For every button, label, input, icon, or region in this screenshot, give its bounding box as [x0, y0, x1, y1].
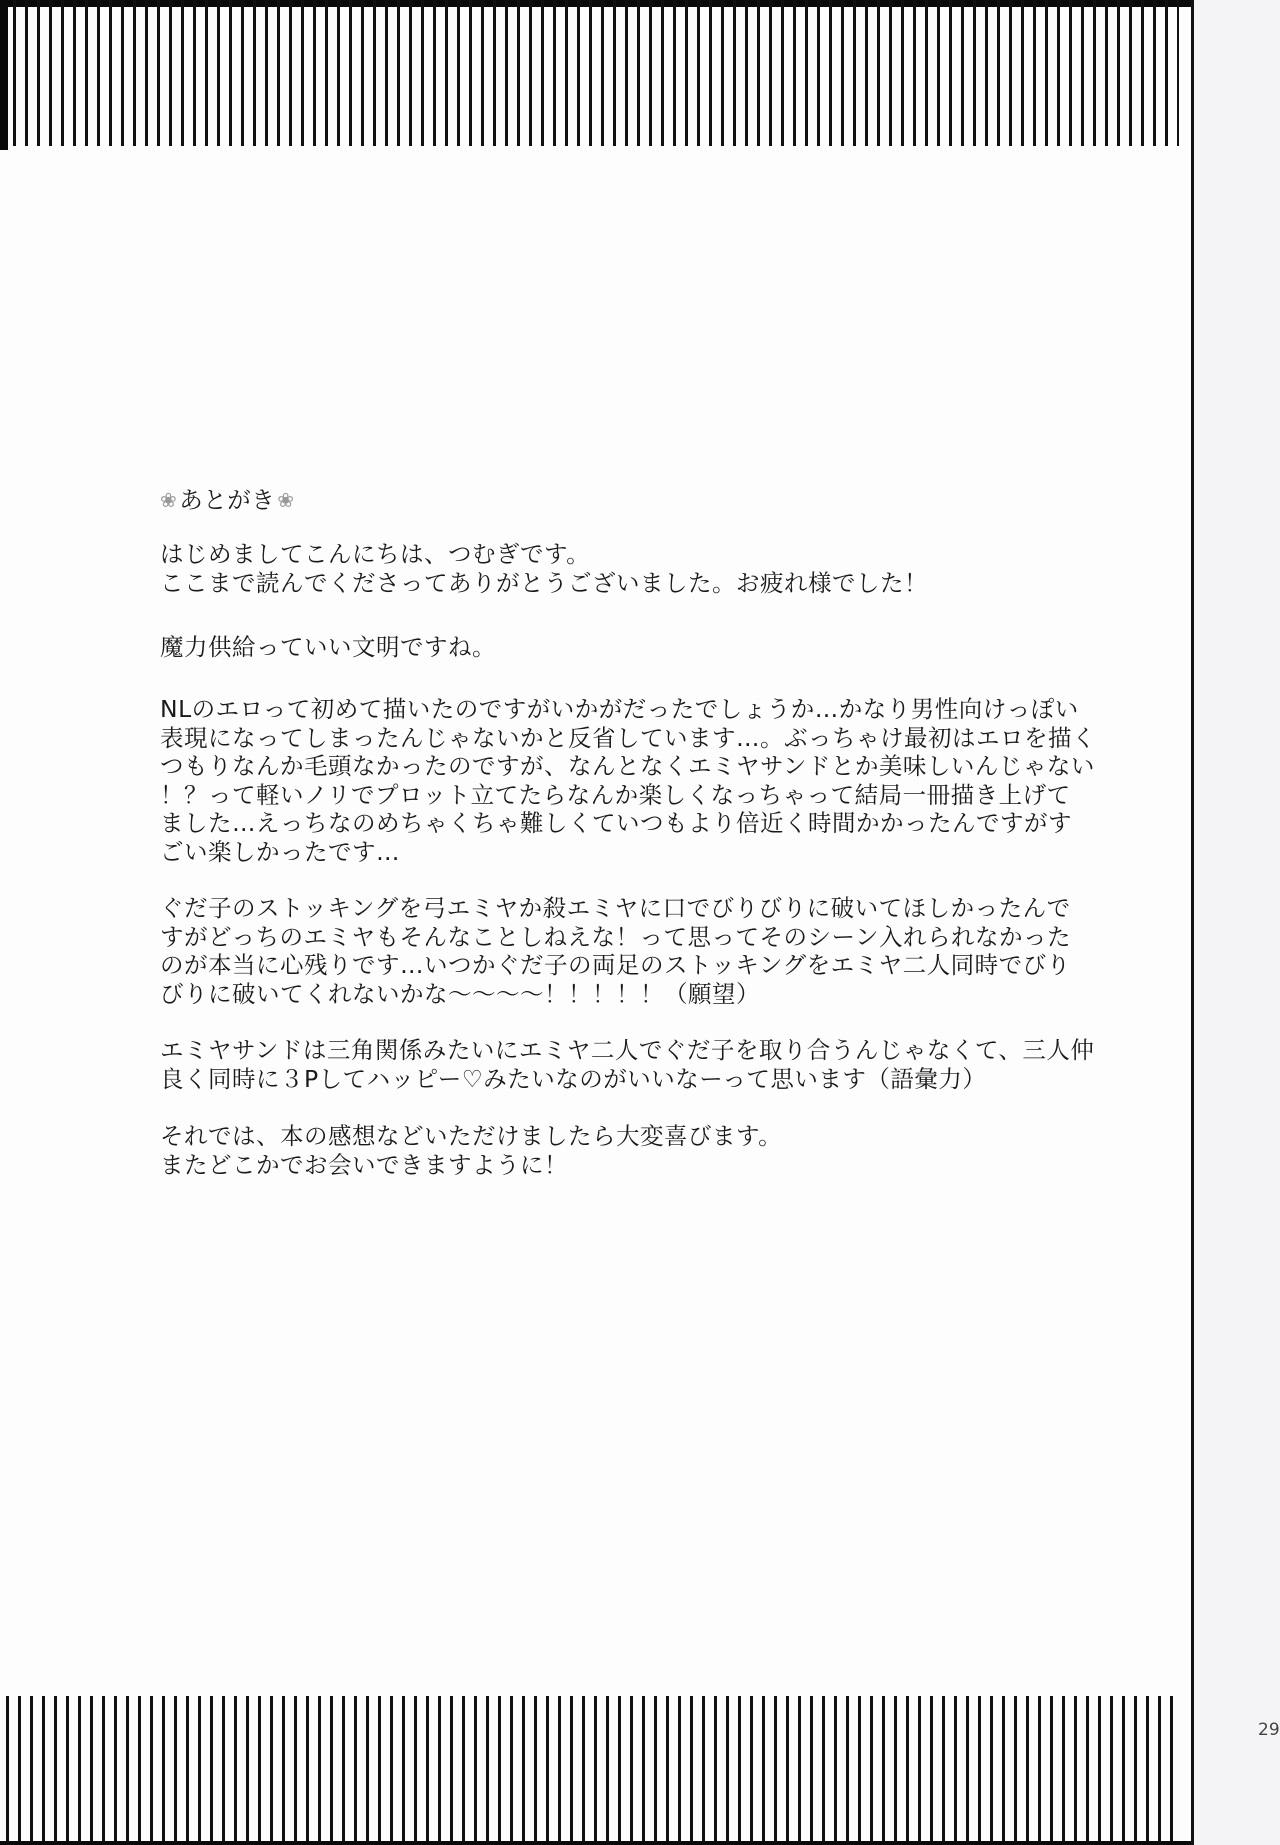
left-border-bar	[0, 0, 8, 150]
text-line: びりに破いてくれないかな～～～～！！！！！（願望）	[160, 979, 760, 1008]
text-line: ぐだ子のストッキングを弓エミヤか殺エミヤに口でびりびりに破いてほしかったんで	[160, 894, 1071, 922]
text-line: 良く同時に３Pしてハッピー♡みたいなのがいいなーって思います（語彙力）	[160, 1064, 987, 1093]
afterword-heading	[160, 486, 295, 515]
paragraph-closing	[160, 1122, 782, 1179]
text-line: またどこかでお会いできますように！	[160, 1150, 568, 1179]
text-line: のが本当に心残りです…いつかぐだ子の両足のストッキングをエミヤ二人同時でびり	[160, 951, 1071, 979]
text-line: 表現になってしまったんじゃないかと反省しています…。ぶっちゃけ最初はエロを描く	[160, 723, 1096, 752]
paragraph-stocking	[160, 894, 1071, 1008]
right-frame-line	[1191, 0, 1194, 1845]
text-line: つもりなんか毛頭なかったのですが、なんとなくエミヤサンドとか美味しいんじゃない	[160, 752, 1095, 780]
paragraph-mana	[160, 633, 496, 662]
flower-ornament-icon: ❀	[277, 488, 295, 512]
page-margin	[1194, 0, 1280, 1845]
text-line: 魔力供給っていい文明ですね。	[160, 633, 496, 661]
bottom-stripe-border	[6, 1696, 1174, 1845]
text-line: ました…えっちなのめちゃくちゃ難しくていつもより倍近く時間かかったんですがす	[160, 809, 1072, 837]
text-line: ここまで読んでくださってありがとうございました。お疲れ様でした！	[160, 568, 928, 597]
paragraph-nl	[160, 695, 1096, 866]
page-number: 29	[1258, 1720, 1280, 1740]
heading-title: あとがき	[179, 486, 276, 514]
text-line: すがどっちのエミヤもそんなことしねえな！って思ってそのシーン入れられなかった	[160, 922, 1072, 951]
paragraph-greeting	[160, 540, 928, 597]
text-line: エミヤサンドは三角関係みたいにエミヤ二人でぐだ子を取り合うんじゃなくて、三人仲	[160, 1036, 1095, 1064]
text-line: はじめましてこんにちは、つむぎです。	[160, 540, 591, 568]
text-line: ごい楽しかったです…	[160, 837, 400, 866]
top-stripe-border	[13, 0, 1179, 146]
bottom-border-bar	[0, 1841, 1192, 1845]
text-line: ！？って軽いノリでプロット立てたらなんか楽しくなっちゃって結局一冊描き上げて	[160, 780, 1071, 809]
paragraph-sandwich	[160, 1036, 1094, 1093]
flower-ornament-icon: ❀	[160, 488, 178, 512]
text-line: それでは、本の感想などいただけましたら大変喜びます。	[160, 1122, 783, 1150]
text-line: NLのエロって初めて描いたのですがいかがだったでしょうか…かなり男性向けっぽい	[160, 695, 1079, 723]
